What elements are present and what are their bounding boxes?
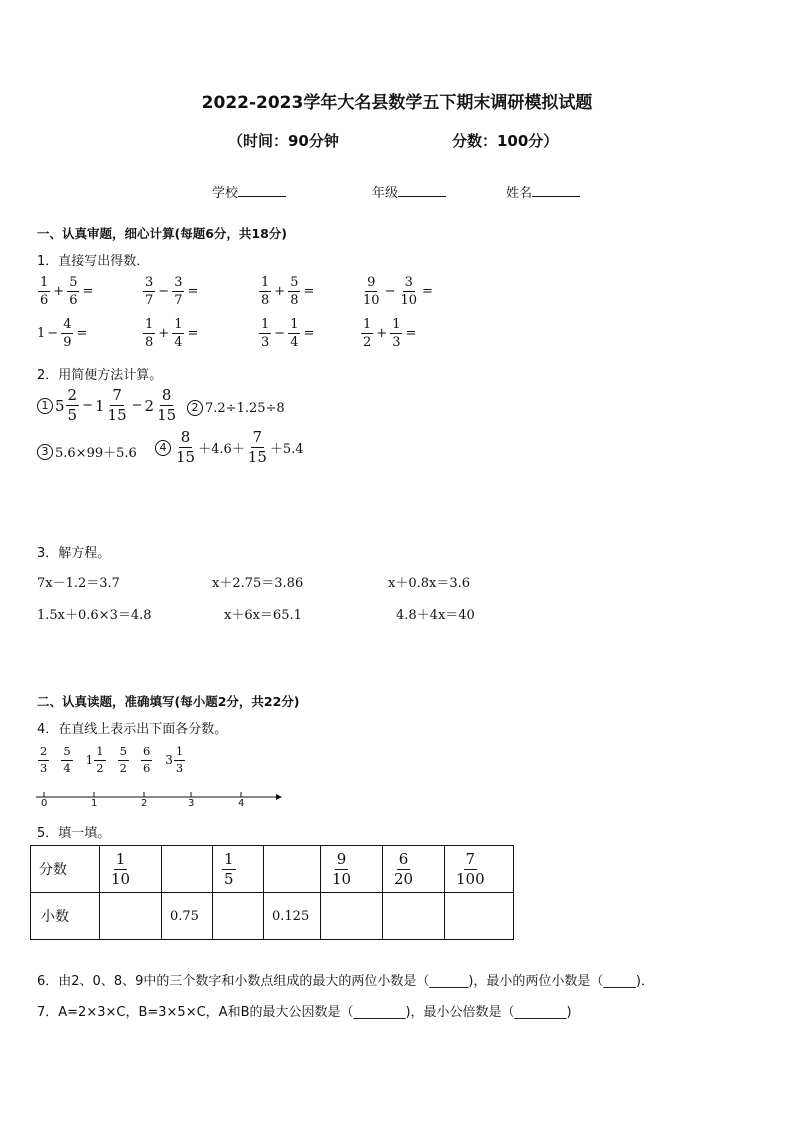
q1-item-7: $\frac{1}{3}$ − $\frac{1}{4}$ = bbox=[261, 317, 315, 350]
table-cell bbox=[31, 846, 100, 893]
equation-1: 7x－1.2＝3.7 bbox=[37, 576, 120, 591]
q4-fraction-list: $\frac{2}{3}$ $\frac{5}{4}$ 1 $\frac{1}{2}$ $\frac{5}{2}$ $\frac{6}{6}$ 3 $\frac{1}{3}$ bbox=[40, 744, 184, 775]
question-1: 1．直接写出得数． bbox=[37, 254, 150, 269]
q4-frac-4: $\frac{5}{2}$ bbox=[119, 744, 127, 775]
exam-score: 分数：100分） bbox=[452, 132, 559, 150]
q1-item-5: 1 − $\frac{4}{9}$ = bbox=[37, 317, 88, 350]
row-label-decimal: 小数 bbox=[41, 909, 69, 925]
table-cell: $\frac{1}{10}$ bbox=[100, 846, 162, 893]
table-cell[interactable] bbox=[213, 893, 264, 940]
q4-frac-5: $\frac{6}{6}$ bbox=[142, 744, 151, 775]
equation-6: 4.8＋4x＝40 bbox=[396, 608, 475, 623]
table-cell: 0.75 bbox=[162, 893, 213, 940]
question-3: 3．解方程。 bbox=[37, 546, 111, 561]
q2-item-3: 3 5.6×99＋5.6 bbox=[37, 442, 137, 461]
table-cell[interactable] bbox=[264, 846, 321, 893]
grade-field[interactable] bbox=[372, 182, 446, 201]
page-title: 2022-2023学年大名县数学五下期末调研模拟试题 bbox=[201, 93, 593, 113]
number-line-tick-label: 2 bbox=[141, 798, 148, 809]
equation-2: x＋2.75＝3.86 bbox=[212, 576, 304, 591]
table-cell: $\frac{6}{20}$ bbox=[383, 846, 445, 893]
q2-item-2: 2 7.2÷1.25÷8 bbox=[187, 400, 285, 416]
question-6: 6．由2、0、8、9中的三个数字和小数点组成的最大的两位小数是（______)，最小的两位小数是（_____)． bbox=[37, 974, 654, 989]
q1-item-2: $\frac{3}{7}$ − $\frac{3}{7}$ = bbox=[145, 275, 199, 308]
q1-item-1: $\frac{1}{6}$ + $\frac{5}{6}$ = bbox=[40, 275, 94, 308]
equation-5: x＋6x＝65.1 bbox=[224, 608, 302, 623]
number-line-tick-label: 0 bbox=[41, 798, 48, 809]
name-blank[interactable] bbox=[532, 184, 580, 197]
table-row-decimals bbox=[31, 893, 514, 940]
q4-frac-2: $\frac{5}{4}$ bbox=[63, 744, 71, 775]
equation-3: x＋0.8x＝3.6 bbox=[388, 576, 471, 591]
table-cell: $\frac{9}{10}$ bbox=[321, 846, 383, 893]
q4-frac-6: $\frac{1}{3}$ bbox=[175, 744, 184, 775]
row-label-fraction: 分数 bbox=[39, 862, 67, 878]
name-label: 姓名 bbox=[506, 186, 533, 201]
q1-item-4: $\frac{9}{10}$ − $\frac{3}{10}$ = bbox=[363, 275, 433, 308]
number-line-arrow bbox=[276, 794, 282, 800]
q2-item-4: 4 $\frac{8}{15}$ ＋4.6＋ $\frac{7}{15}$ ＋5.4 bbox=[155, 430, 304, 465]
section-1-title: 一、认真审题，细心计算(每题6分，共18分) bbox=[37, 226, 288, 241]
q1-item-6: $\frac{1}{8}$ + $\frac{1}{4}$ = bbox=[145, 317, 199, 350]
table-cell: $\frac{7}{100}$ bbox=[445, 846, 514, 893]
school-blank[interactable] bbox=[238, 184, 286, 197]
table-cell[interactable] bbox=[383, 893, 445, 940]
table-cell bbox=[31, 893, 100, 940]
grade-label: 年级 bbox=[372, 186, 399, 201]
question-7: 7．A=2×3×C，B=3×5×C，A和B的最大公因数是（________)，最小公倍数是（________) bbox=[37, 1005, 572, 1020]
table-row-fractions bbox=[31, 846, 514, 893]
table-cell[interactable] bbox=[321, 893, 383, 940]
section-2-title: 二、认真读题，准确填写(每小题2分，共22分) bbox=[37, 694, 300, 709]
question-4: 4．在直线上表示出下面各分数。 bbox=[37, 722, 228, 737]
school-label: 学校 bbox=[212, 186, 239, 201]
table-cell[interactable] bbox=[100, 893, 162, 940]
question-2: 2．用简便方法计算。 bbox=[37, 368, 163, 383]
number-line-tick-label: 3 bbox=[188, 798, 195, 809]
q1-item-3: $\frac{1}{8}$ + $\frac{5}{8}$ = bbox=[261, 275, 315, 308]
number-line[interactable] bbox=[36, 790, 286, 814]
table-cell: 0.125 bbox=[264, 893, 321, 940]
q4-frac-3: $\frac{1}{2}$ bbox=[96, 744, 104, 775]
number-line-tick-label: 1 bbox=[91, 798, 98, 809]
grade-blank[interactable] bbox=[398, 184, 446, 197]
q1-item-8: $\frac{1}{2}$ + $\frac{1}{3}$ = bbox=[363, 317, 417, 350]
table-cell[interactable] bbox=[445, 893, 514, 940]
school-field[interactable] bbox=[212, 182, 286, 201]
exam-time: （时间：90分钟 bbox=[228, 132, 339, 150]
q4-frac-1: $\frac{2}{3}$ bbox=[40, 744, 48, 775]
question-5: 5．填一填。 bbox=[37, 826, 111, 841]
name-field[interactable] bbox=[506, 182, 580, 201]
number-line-tick-label: 4 bbox=[238, 798, 245, 809]
q2-item-1: 1 5 $\frac{2}{5}$ − 1 $\frac{7}{15}$ − 2 $\frac{8}{15}$ bbox=[37, 388, 179, 423]
fill-table bbox=[30, 845, 514, 940]
table-cell: $\frac{1}{5}$ bbox=[213, 846, 264, 893]
table-cell[interactable] bbox=[162, 846, 213, 893]
equation-4: 1.5x＋0.6×3＝4.8 bbox=[37, 608, 152, 623]
